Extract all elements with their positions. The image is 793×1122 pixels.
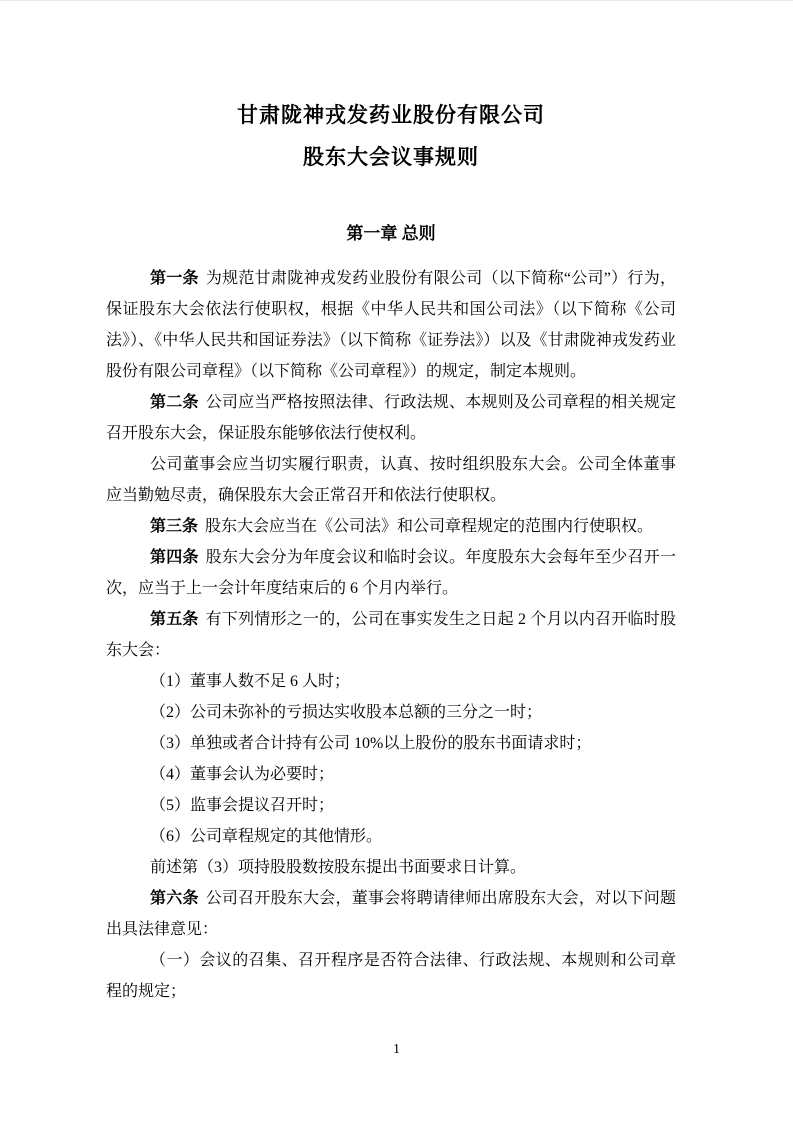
document-title-line1: 甘肃陇神戎发药业股份有限公司	[237, 103, 545, 127]
paragraph	[106, 883, 676, 945]
paragraph-text: （2）公司未弥补的亏损达实收股本总额的三分之一时；	[150, 704, 543, 721]
paragraph-text: （4）董事会认为必要时；	[150, 766, 335, 783]
page-number: 1	[393, 1042, 400, 1057]
article-label: 第五条	[150, 611, 199, 628]
paragraph-text: （5）监事会提议召开时；	[150, 797, 335, 814]
paragraph	[106, 666, 676, 697]
paragraph	[106, 387, 676, 449]
paragraph	[106, 945, 676, 1007]
article-label: 第二条	[150, 394, 199, 411]
paragraph	[106, 790, 676, 821]
chapter-heading: 第一章 总则	[346, 224, 436, 243]
paragraph	[106, 511, 676, 542]
paragraph-text: （一）会议的召集、召开程序是否符合法律、行政法规、本规则和公司章程的规定；	[106, 952, 676, 1000]
paragraph-text: 股东大会应当在《公司法》和公司章程规定的范围内行使职权。	[205, 518, 654, 535]
paragraph-text: 公司应当严格按照法律、行政法规、本规则及公司章程的相关规定召开股东大会，保证股东能够依法行使权利。	[106, 394, 676, 442]
paragraph	[106, 852, 676, 883]
paragraph	[106, 542, 676, 604]
paragraph-text: （1）董事人数不足 6 人时；	[150, 673, 351, 690]
paragraph-text: 前述第（3）项持股股数按股东提出书面要求日计算。	[150, 859, 527, 876]
article-label: 第三条	[150, 518, 199, 535]
article-label: 第六条	[150, 890, 199, 907]
paragraph-text: 公司召开股东大会，董事会将聘请律师出席股东大会，对以下问题出具法律意见：	[106, 890, 676, 938]
paragraph	[106, 604, 676, 666]
paragraph-text: 为规范甘肃陇神戎发药业股份有限公司（以下简称“公司”）行为，保证股东大会依法行使职权，根据《中华人民共和国公司法》（以下简称《公司法》）、《中华人民共和国证券法》（以下简称《证券法》）以及《甘肃陇神戎发药业股份有限公司章程》（以下简称《公司章程》）的规定，制定本规则。	[106, 270, 676, 380]
paragraph	[106, 263, 676, 387]
paragraph-text: 有下列情形之一的，公司在事实发生之日起 2 个月以内召开临时股东大会：	[106, 611, 676, 659]
paragraph	[106, 449, 676, 511]
paragraph-text: 公司董事会应当切实履行职责，认真、按时组织股东大会。公司全体董事应当勤勉尽责，确保股东大会正常召开和依法行使职权。	[106, 456, 676, 504]
paragraph	[106, 728, 676, 759]
document-title-line2: 股东大会议事规则	[303, 145, 479, 169]
paragraph	[106, 759, 676, 790]
paragraph	[106, 821, 676, 852]
article-label: 第四条	[150, 549, 199, 566]
paragraph	[106, 697, 676, 728]
paragraph-text: 股东大会分为年度会议和临时会议。年度股东大会每年至少召开一次，应当于上一会计年度结束后的 6 个月内举行。	[106, 549, 676, 597]
document-body	[106, 263, 676, 1007]
paragraph-text: （3）单独或者合计持有公司 10%以上股份的股东书面请求时；	[150, 735, 592, 752]
paragraph-text: （6）公司章程规定的其他情形。	[150, 828, 383, 845]
article-label: 第一条	[150, 270, 199, 287]
